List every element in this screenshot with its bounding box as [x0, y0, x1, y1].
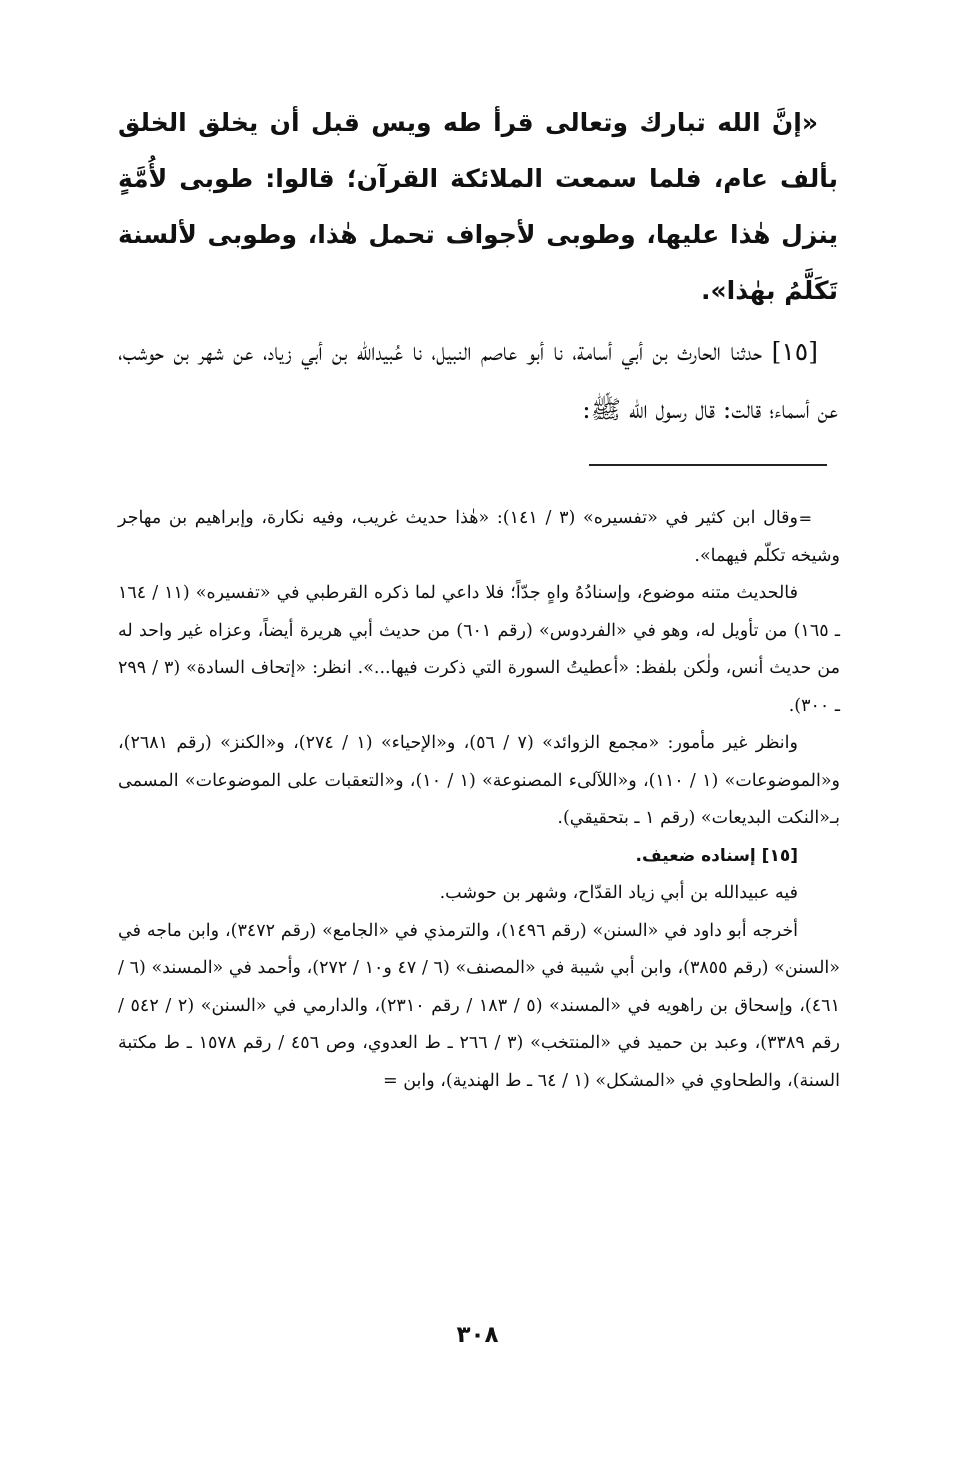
hadith-quote: «إنَّ الله تبارك وتعالى قرأ طه ويس قبل أن يخلق الخلق بألف عام، فلما سمعت الملائكة القرآن؛ قالوا: طوبى لأُمَّةٍ ينزل هٰذا عليها، وطوبى لأجواف تحمل هٰذا، وطوبى لألسنة تَكَلَّمُ بهٰذا».: [118, 108, 838, 305]
footnote-paragraph: [118, 500, 840, 575]
footnote-paragraph: وانظر غير مأمور: «مجمع الزوائد» (٧ / ٥٦)، و«الإحياء» (١ / ٢٧٤)، و«الكنز» (رقم ٢٦٨١)، و«الموضوعات» (١ / ١١٠)، و«اللآلىء المصنوعة» (١ / ١٠)، و«التعقبات على الموضوعات» المسمى بـ«النكت البديعات» (رقم ١ ـ بتحقيقي).: [118, 733, 840, 828]
footnotes: [118, 500, 840, 1100]
footnote-paragraph: فالحديث متنه موضوع، وإسنادُهُ واهٍ جدّاً؛ فلا داعي لما ذكره القرطبي في «تفسيره» (١١ / ١٦٤ ـ ١٦٥) من تأويل له، وهو في «الفردوس» (رقم ٦٠١) من حديث أبي هريرة أيضاً، وعزاه غير واحد له من حديث أنس، ولٰكن بلفظ: «أعطيتُ السورة التي ذكرت فيها...». انظر: «إتحاف السادة» (٣ / ٢٩٩ ـ ٣٠٠).: [118, 583, 840, 716]
footnote-heading: [١٥] إسناده ضعيف.: [635, 845, 798, 866]
continuation-mark: =: [798, 509, 812, 528]
main-text: [118, 95, 838, 439]
footnote-paragraph: أخرجه أبو داود في «السنن» (رقم ١٤٩٦)، والترمذي في «الجامع» (رقم ٣٤٧٢)، وابن ماجه في «السنن» (رقم ٣٨٥٥)، وابن أبي شيبة في «المصنف» (٦ / ٤٧ و١٠ / ٢٧٢)، وأحمد في «المسند» (٦ / ٤٦١)، وإسحاق بن راهويه في «المسند» (٥ / ١٨٣ / رقم ٢٣١٠)، والدارمي في «السنن» (٢ / ٥٤٢ / رقم ٣٣٨٩)، وعبد بن حميد في «المنتخب» (٣ / ٢٦٦ ـ ط العدوي، وص ٤٥٦ / رقم ١٥٧٨ ـ ط مكتبة السنة)، والطحاوي في «المشكل» (١ / ٦٤ ـ ط الهندية)، وابن =: [118, 920, 840, 1091]
footnote-paragraph: فيه عبيدالله بن أبي زياد القدّاح، وشهر بن حوشب.: [439, 883, 798, 903]
footnote-text: وقال ابن كثير في «تفسيره» (٣ / ١٤١): «هٰذا حديث غريب، وفيه نكارة، وإبراهيم بن مهاجر وشيخه تكلّم فيهما».: [118, 508, 840, 566]
hadith-narration-15: [١٥] حدثنا الحارث بن أبي أسامة، نا أبو عاصم النبيل، نا عُبيدالله بن أبي زياد، عن شهر بن حوشب، عن أسماء؛ قالت: قال رسول الله ﷺ:: [118, 337, 838, 424]
page-number: ٣٠٨: [456, 1322, 499, 1348]
footnote-separator: [589, 464, 827, 466]
